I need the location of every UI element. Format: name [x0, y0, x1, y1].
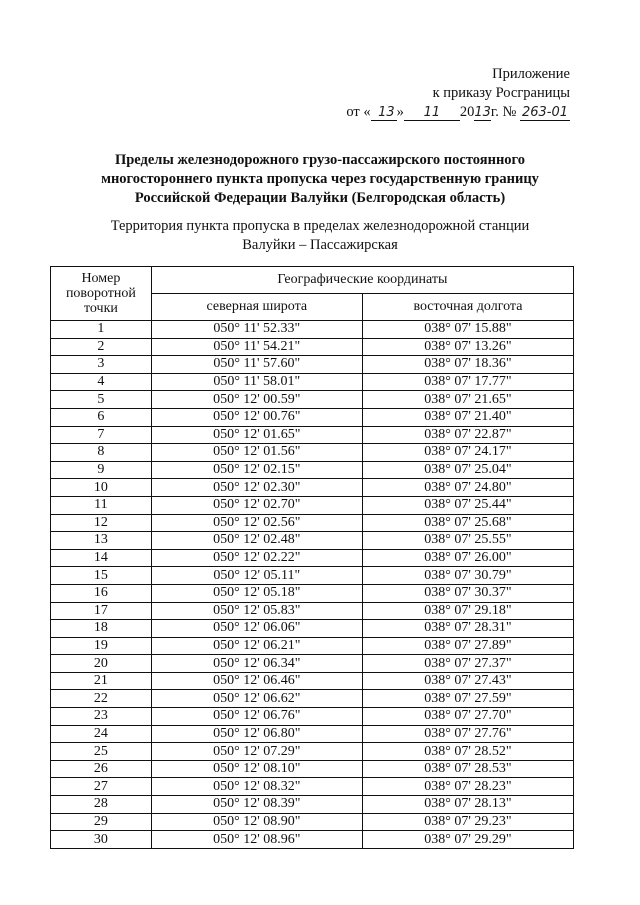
date-quote-close: »	[396, 104, 404, 120]
latitude-cell: 050° 12' 06.21"	[151, 637, 362, 655]
title-line-2: многостороннего пункта пропуска через государственную границу	[101, 171, 539, 187]
longitude-cell: 038° 07' 28.13"	[362, 796, 573, 814]
latitude-cell: 050° 12' 02.30"	[151, 479, 362, 497]
point-number-cell: 15	[51, 567, 152, 585]
longitude-cell: 038° 07' 27.76"	[362, 725, 573, 743]
table-row	[51, 479, 574, 497]
latitude-cell: 050° 12' 00.76"	[151, 408, 362, 426]
latitude-cell: 050° 12' 02.70"	[151, 496, 362, 514]
latitude-cell: 050° 12' 08.39"	[151, 796, 362, 814]
table-row	[51, 760, 574, 778]
appendix-header	[346, 65, 570, 122]
date-year-handwritten: 13	[474, 105, 491, 120]
date-prefix: от «	[346, 104, 371, 120]
appendix-order-ref: к приказу Росграницы	[432, 85, 570, 101]
order-number-handwritten: 263-01	[521, 105, 568, 120]
point-number-cell: 25	[51, 743, 152, 761]
longitude-cell: 038° 07' 21.65"	[362, 391, 573, 409]
table-row	[51, 391, 574, 409]
latitude-cell: 050° 12' 05.18"	[151, 584, 362, 602]
date-month-handwritten: 11	[404, 106, 460, 121]
latitude-cell: 050° 12' 08.96"	[151, 831, 362, 849]
longitude-cell: 038° 07' 25.04"	[362, 461, 573, 479]
longitude-cell: 038° 07' 27.70"	[362, 708, 573, 726]
table-row	[51, 690, 574, 708]
header-north-latitude: северная широта	[151, 294, 362, 321]
date-year-g-number: г. №	[490, 104, 517, 120]
latitude-cell: 050° 12' 06.34"	[151, 655, 362, 673]
longitude-cell: 038° 07' 27.43"	[362, 672, 573, 690]
point-number-cell: 9	[51, 461, 152, 479]
table-row	[51, 373, 574, 391]
longitude-cell: 038° 07' 24.17"	[362, 444, 573, 462]
latitude-cell: 050° 12' 01.65"	[151, 426, 362, 444]
subtitle-line-2: Валуйки – Пассажирская	[242, 237, 398, 253]
point-number-cell: 1	[51, 321, 152, 339]
longitude-cell: 038° 07' 29.18"	[362, 602, 573, 620]
latitude-cell: 050° 11' 57.60"	[151, 356, 362, 374]
table-row	[51, 338, 574, 356]
latitude-cell: 050° 12' 08.90"	[151, 813, 362, 831]
longitude-cell: 038° 07' 13.26"	[362, 338, 573, 356]
longitude-cell: 038° 07' 28.53"	[362, 760, 573, 778]
longitude-cell: 038° 07' 25.68"	[362, 514, 573, 532]
point-number-cell: 7	[51, 426, 152, 444]
point-number-cell: 19	[51, 637, 152, 655]
table-row	[51, 532, 574, 550]
latitude-cell: 050° 12' 02.56"	[151, 514, 362, 532]
longitude-cell: 038° 07' 28.52"	[362, 743, 573, 761]
point-number-cell: 12	[51, 514, 152, 532]
point-number-cell: 28	[51, 796, 152, 814]
appendix-title: Приложение	[492, 66, 570, 82]
document-title	[0, 151, 640, 208]
table-row	[51, 549, 574, 567]
latitude-cell: 050° 12' 06.46"	[151, 672, 362, 690]
longitude-cell: 038° 07' 29.29"	[362, 831, 573, 849]
point-number-cell: 23	[51, 708, 152, 726]
point-number-cell: 22	[51, 690, 152, 708]
longitude-cell: 038° 07' 24.80"	[362, 479, 573, 497]
point-number-cell: 10	[51, 479, 152, 497]
latitude-cell: 050° 11' 52.33"	[151, 321, 362, 339]
coordinates-table-body	[51, 321, 574, 849]
table-row	[51, 708, 574, 726]
point-number-cell: 11	[51, 496, 152, 514]
longitude-cell: 038° 07' 17.77"	[362, 373, 573, 391]
latitude-cell: 050° 11' 58.01"	[151, 373, 362, 391]
table-row	[51, 796, 574, 814]
table-row	[51, 408, 574, 426]
header-east-longitude: восточная долгота	[362, 294, 573, 321]
point-number-cell: 20	[51, 655, 152, 673]
latitude-cell: 050° 12' 01.56"	[151, 444, 362, 462]
point-number-cell: 30	[51, 831, 152, 849]
longitude-cell: 038° 07' 28.23"	[362, 778, 573, 796]
document-subtitle	[0, 217, 640, 255]
table-row	[51, 778, 574, 796]
table-row	[51, 356, 574, 374]
longitude-cell: 038° 07' 25.55"	[362, 532, 573, 550]
latitude-cell: 050° 12' 06.76"	[151, 708, 362, 726]
table-row	[51, 602, 574, 620]
subtitle-line-1: Территория пункта пропуска в пределах железнодорожной станции	[110, 218, 530, 234]
table-row	[51, 672, 574, 690]
title-line-1: Пределы железнодорожного грузо-пассажирского постоянного	[114, 152, 526, 168]
point-number-cell: 17	[51, 602, 152, 620]
longitude-cell: 038° 07' 30.37"	[362, 584, 573, 602]
point-number-cell: 2	[51, 338, 152, 356]
table-row	[51, 461, 574, 479]
latitude-cell: 050° 12' 08.10"	[151, 760, 362, 778]
point-number-cell: 14	[51, 549, 152, 567]
header-point-number: Номер поворотной точки	[51, 267, 152, 321]
date-year-prefix: 20	[459, 104, 475, 120]
point-number-cell: 5	[51, 391, 152, 409]
longitude-cell: 038° 07' 15.88"	[362, 321, 573, 339]
table-row	[51, 655, 574, 673]
longitude-cell: 038° 07' 26.00"	[362, 549, 573, 567]
header-geo-coords: Географические координаты	[151, 267, 573, 294]
latitude-cell: 050° 12' 06.06"	[151, 620, 362, 638]
longitude-cell: 038° 07' 29.23"	[362, 813, 573, 831]
latitude-cell: 050° 12' 02.48"	[151, 532, 362, 550]
table-row	[51, 496, 574, 514]
table-row	[51, 637, 574, 655]
latitude-cell: 050° 12' 00.59"	[151, 391, 362, 409]
table-row	[51, 426, 574, 444]
longitude-cell: 038° 07' 18.36"	[362, 356, 573, 374]
point-number-cell: 26	[51, 760, 152, 778]
latitude-cell: 050° 12' 08.32"	[151, 778, 362, 796]
point-number-cell: 16	[51, 584, 152, 602]
point-number-cell: 24	[51, 725, 152, 743]
point-number-cell: 13	[51, 532, 152, 550]
latitude-cell: 050° 12' 05.83"	[151, 602, 362, 620]
latitude-cell: 050° 12' 02.22"	[151, 549, 362, 567]
longitude-cell: 038° 07' 27.89"	[362, 637, 573, 655]
longitude-cell: 038° 07' 27.37"	[362, 655, 573, 673]
point-number-cell: 4	[51, 373, 152, 391]
appendix-date-line	[346, 103, 570, 122]
point-number-cell: 21	[51, 672, 152, 690]
table-row	[51, 743, 574, 761]
coordinates-table	[50, 266, 574, 849]
point-number-cell: 3	[51, 356, 152, 374]
longitude-cell: 038° 07' 28.31"	[362, 620, 573, 638]
point-number-cell: 18	[51, 620, 152, 638]
longitude-cell: 038° 07' 22.87"	[362, 426, 573, 444]
table-row	[51, 813, 574, 831]
point-number-cell: 8	[51, 444, 152, 462]
table-row	[51, 567, 574, 585]
longitude-cell: 038° 07' 21.40"	[362, 408, 573, 426]
longitude-cell: 038° 07' 25.44"	[362, 496, 573, 514]
table-row	[51, 725, 574, 743]
table-row	[51, 584, 574, 602]
latitude-cell: 050° 12' 05.11"	[151, 567, 362, 585]
table-row	[51, 514, 574, 532]
latitude-cell: 050° 12' 06.80"	[151, 725, 362, 743]
table-row	[51, 620, 574, 638]
latitude-cell: 050° 12' 02.15"	[151, 461, 362, 479]
latitude-cell: 050° 12' 07.29"	[151, 743, 362, 761]
point-number-cell: 27	[51, 778, 152, 796]
table-row	[51, 444, 574, 462]
title-line-3: Российской Федерации Валуйки (Белгородская область)	[134, 190, 506, 206]
longitude-cell: 038° 07' 30.79"	[362, 567, 573, 585]
table-row	[51, 831, 574, 849]
point-number-cell: 29	[51, 813, 152, 831]
date-day-handwritten: 13	[371, 106, 397, 121]
latitude-cell: 050° 11' 54.21"	[151, 338, 362, 356]
longitude-cell: 038° 07' 27.59"	[362, 690, 573, 708]
point-number-cell: 6	[51, 408, 152, 426]
table-row	[51, 321, 574, 339]
latitude-cell: 050° 12' 06.62"	[151, 690, 362, 708]
